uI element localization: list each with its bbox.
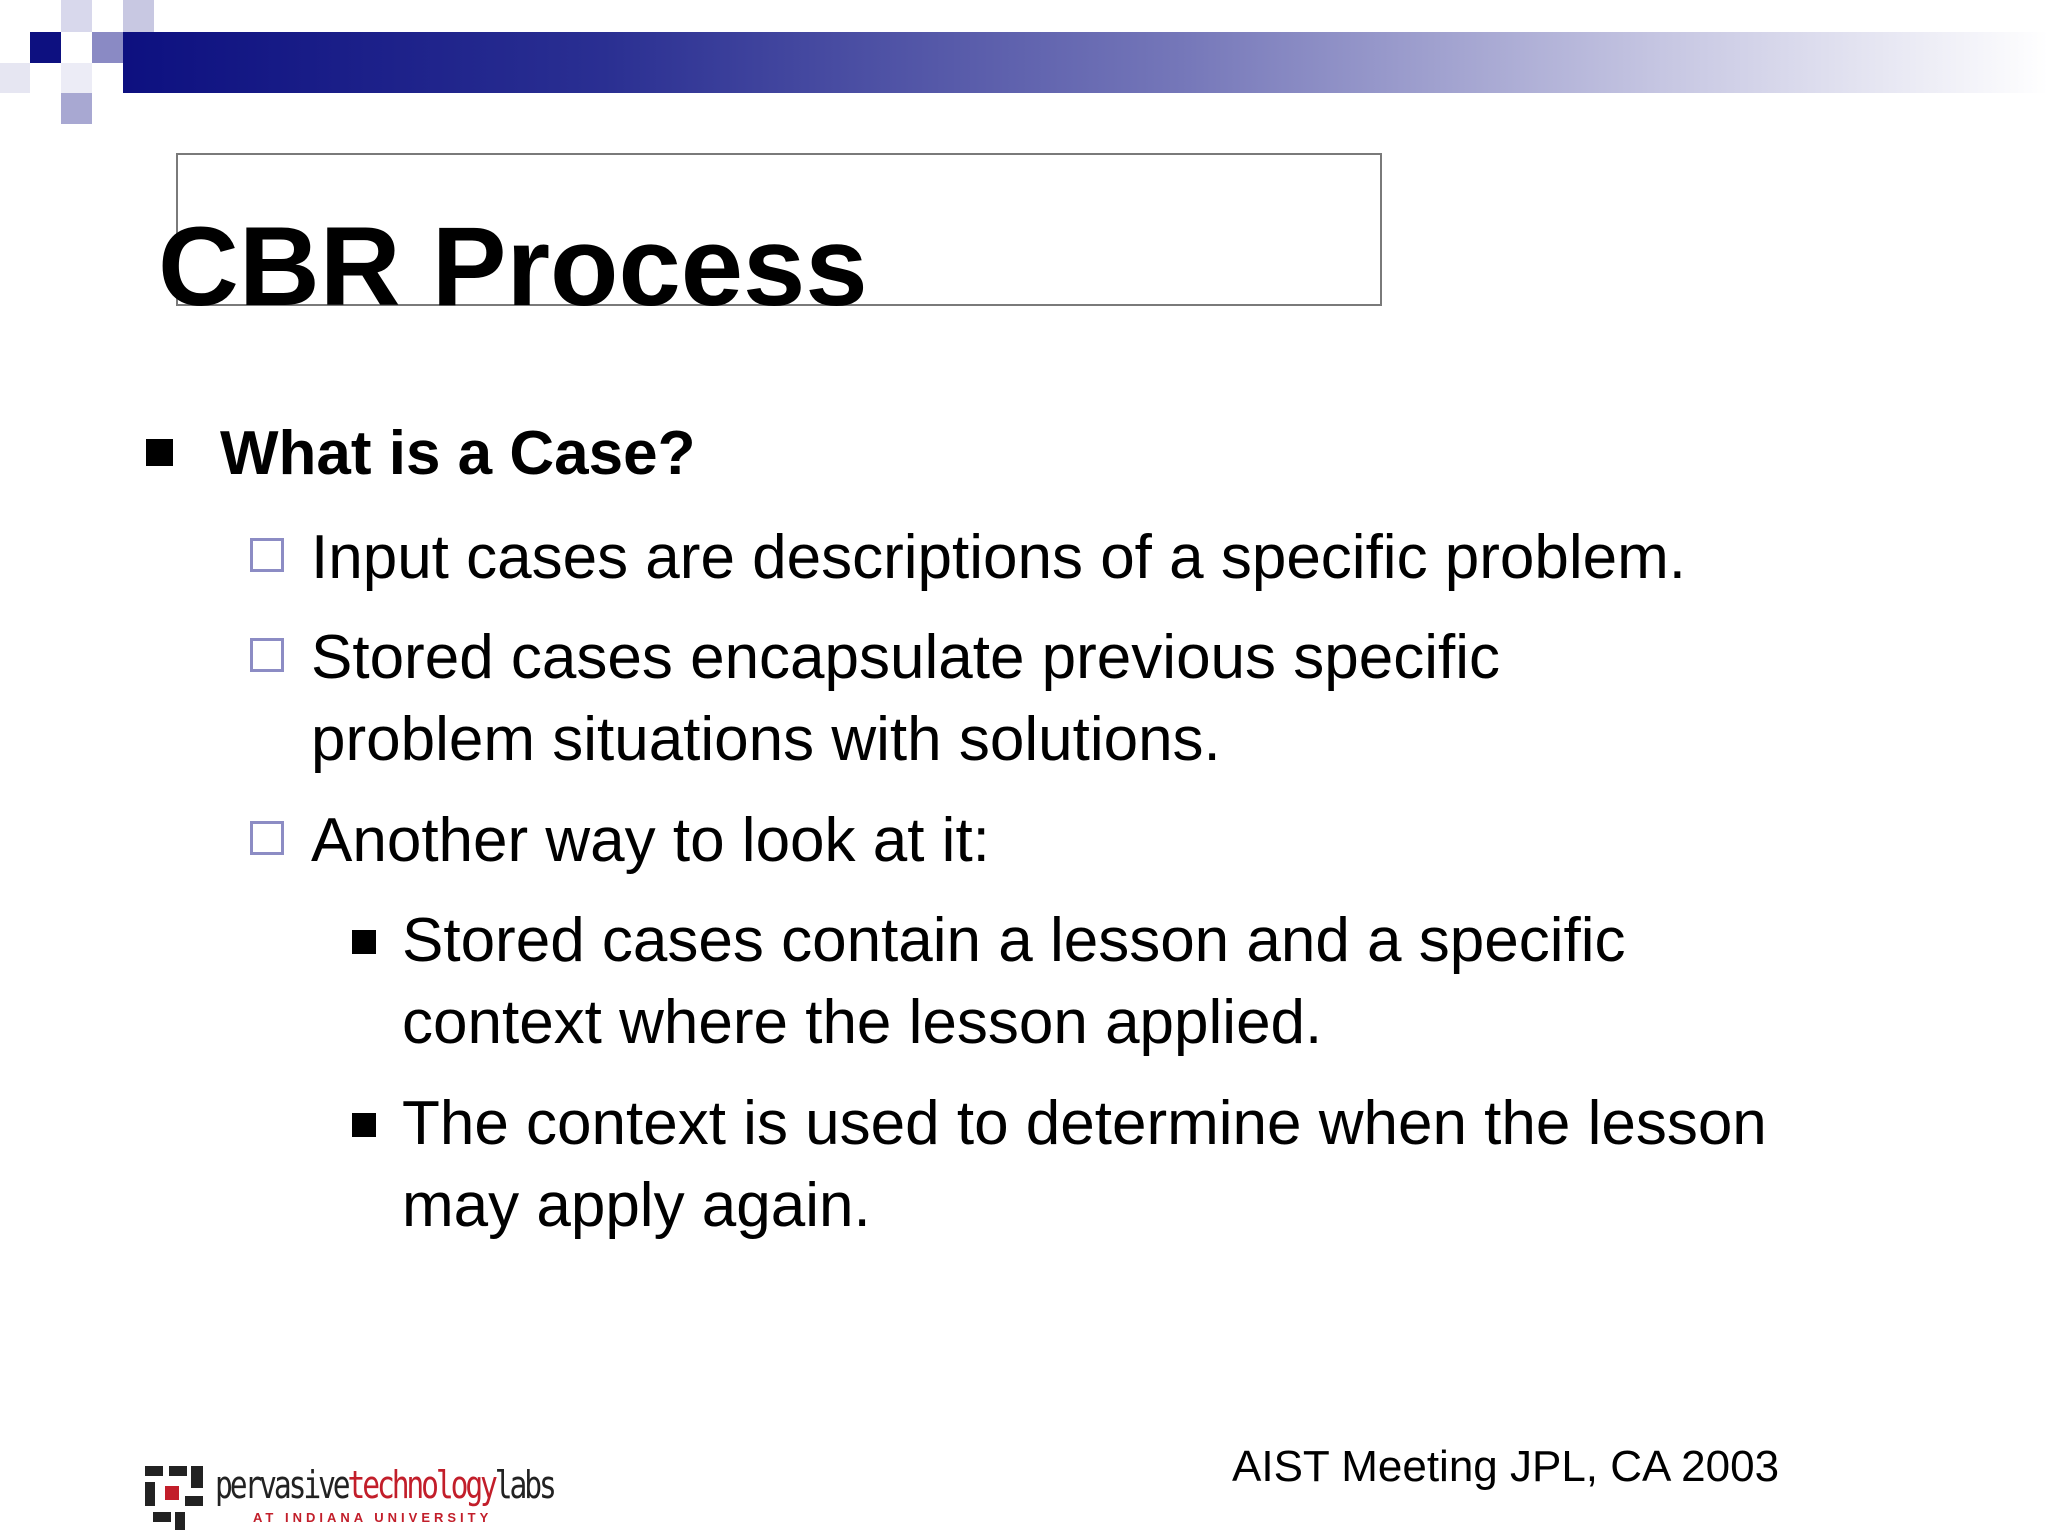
- logo-word-suffix: labs: [494, 1463, 554, 1507]
- bullet-text: The context is used to determine when the lesson may apply again.: [402, 1089, 1767, 1240]
- hollow-square-bullet-icon: [250, 638, 284, 672]
- slide-title: CBR Process: [158, 204, 868, 329]
- bullet-text: Another way to look at it:: [311, 806, 990, 875]
- hollow-square-bullet-icon: [250, 538, 284, 572]
- square-bullet-icon: [352, 1113, 376, 1137]
- square-bullet-icon: [146, 439, 173, 466]
- logo-mark-icon: [145, 1462, 205, 1532]
- corner-square-light-left: [0, 63, 30, 93]
- corner-square-mid: [92, 32, 123, 63]
- header-gradient-bar: [123, 32, 2048, 93]
- bullet-text: Input cases are descriptions of a specific problem.: [311, 523, 1687, 592]
- pervasive-technology-labs-logo: [145, 1462, 554, 1536]
- corner-square-bottom: [61, 93, 92, 124]
- logo-wordmark: [215, 1462, 554, 1508]
- logo-word-prefix: pervasive: [215, 1463, 348, 1507]
- hollow-square-bullet-icon: [250, 821, 284, 855]
- logo-subtitle: AT INDIANA UNIVERSITY: [253, 1510, 493, 1525]
- corner-square-lower-mid: [61, 63, 92, 93]
- bullet-text: Stored cases encapsulate previous specific problem situations with solutions.: [311, 623, 1500, 774]
- bullet-text: Stored cases contain a lesson and a specific context where the lesson applied.: [402, 906, 1626, 1057]
- logo-word-accent: technology: [347, 1463, 495, 1507]
- bullet-heading: What is a Case?: [220, 419, 696, 488]
- corner-square-light-right: [123, 0, 154, 32]
- corner-square-dark: [30, 32, 61, 63]
- footer-text: AIST Meeting JPL, CA 2003: [1232, 1442, 1780, 1491]
- square-bullet-icon: [352, 930, 376, 954]
- corner-square-light-top: [61, 0, 92, 32]
